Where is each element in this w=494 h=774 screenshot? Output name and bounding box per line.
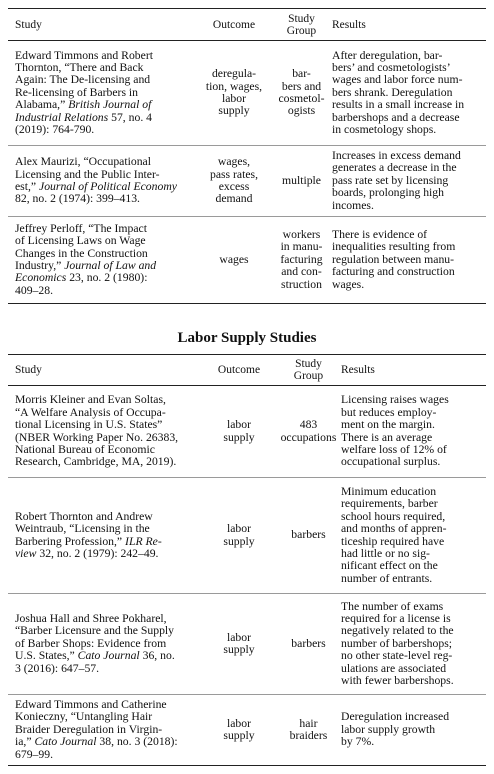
header-results: Results (341, 364, 375, 376)
studies-table-2 (8, 354, 486, 766)
results-cell: The number of exams required for a license is negatively related to the number of barbershops; no other state-level reg- ulations are associated with fewer barbershops. (341, 599, 454, 688)
outcome-cell: wages, pass rates, excess demand (209, 155, 259, 206)
header-study: Study (15, 18, 42, 31)
table-header-row (8, 355, 486, 386)
outcome-cell: deregula- tion, wages, labor supply (205, 67, 263, 118)
results-cell: Minimum education requirements, barber school hours required, and months of appren- ticeship required have had little or no sig- nificant effect on the number of entrants. (341, 484, 447, 585)
study-group-cell: 483 occupations (280, 418, 337, 444)
outcome-cell: labor supply (223, 522, 255, 548)
study-citation: Morris Kleiner and Evan Soltas, “A Welfare Analysis of Occupa- tional Licensing in U.S. States” (NBER Working Paper No. 26383, National Bureau of Economic Research, Cambridge, MA, 2019). (15, 393, 179, 469)
study-group-cell: hair braiders (289, 716, 328, 742)
study-group-cell: barbers (291, 636, 326, 650)
study-citation: Edward Timmons and Robert Thornton, “There and Back Again: The De-licensing and Re-licensing of Barbers in Alabama,” British Journal of Industrial Relations 57, no. 4 (2019): 764-790. (15, 48, 153, 137)
results-cell: Increases in excess demand generates a decrease in the pass rate set by licensing boards, prolonging high incomes. (332, 148, 461, 212)
outcome-cell: labor supply (223, 418, 255, 444)
study-group-cell: multiple (282, 173, 321, 187)
table-row (8, 41, 486, 146)
study-citation: Alex Maurizi, “Occupational Licensing and the Public Inter- est,” Journal of Political Economy 82, no. 2 (1974): 399–413. (15, 155, 177, 206)
header-study: Study (15, 364, 42, 376)
table-row (8, 478, 486, 594)
results-cell: Licensing raises wages but reduces employ- ment on the margin. There is an average welfare loss of 12% of occupational surplus. (341, 393, 449, 469)
study-group-cell: bar- bers and cosmetol- ogists (278, 67, 325, 118)
header-results: Results (332, 18, 366, 31)
header-study-group: Study Group (293, 358, 324, 382)
outcome-cell: wages (219, 252, 249, 266)
table-row (8, 594, 486, 695)
table-row (8, 146, 486, 217)
study-citation: Edward Timmons and Catherine Konieczny, “Untangling Hair Braider Deregulation in Virgin- ia,” Cato Journal 38, no. 3 (2018): 679–99. (15, 697, 178, 761)
table-header-row (8, 9, 486, 41)
header-outcome: Outcome (212, 18, 256, 31)
table-row (8, 695, 486, 765)
study-citation: Robert Thornton and Andrew Weintraub, “Licensing in the Barbering Profession,” ILR Re- view 32, no. 2 (1979): 242–49. (15, 509, 162, 560)
study-citation: Joshua Hall and Shree Pokharel, “Barber Licensure and the Supply of Barber Shops: Evidence from U.S. States,” Cato Journal 36, no. 3 (2016): 647–57. (15, 611, 175, 675)
study-citation: Jeffrey Perloff, “The Impact of Licensing Laws on Wage Changes in the Construction Industry,” Journal of Law and Economics 23, no. 2 (1980): 409–28. (15, 221, 157, 297)
results-cell: There is evidence of inequalities resulting from regulation between manu- facturing and construction wages. (332, 227, 456, 291)
results-cell: After deregulation, bar- bers’ and cosmetologists’ wages and labor force num- bers shrank. Deregulation results in a small increase in barbershops and a decrease in cosmetology shops. (332, 48, 465, 137)
section-title: Labor Supply Studies (177, 330, 317, 346)
outcome-cell: labor supply (223, 716, 255, 742)
study-group-cell: barbers (291, 528, 326, 542)
outcome-cell: labor supply (223, 630, 255, 656)
header-study-group: Study Group (286, 12, 317, 37)
studies-table-1 (8, 8, 486, 304)
results-cell: Deregulation increased labor supply growth by 7%. (341, 710, 450, 749)
study-group-cell: workers in manu- facturing and con- struction (280, 227, 323, 291)
table-row (8, 217, 486, 303)
header-outcome: Outcome (217, 364, 261, 376)
table-row (8, 386, 486, 478)
